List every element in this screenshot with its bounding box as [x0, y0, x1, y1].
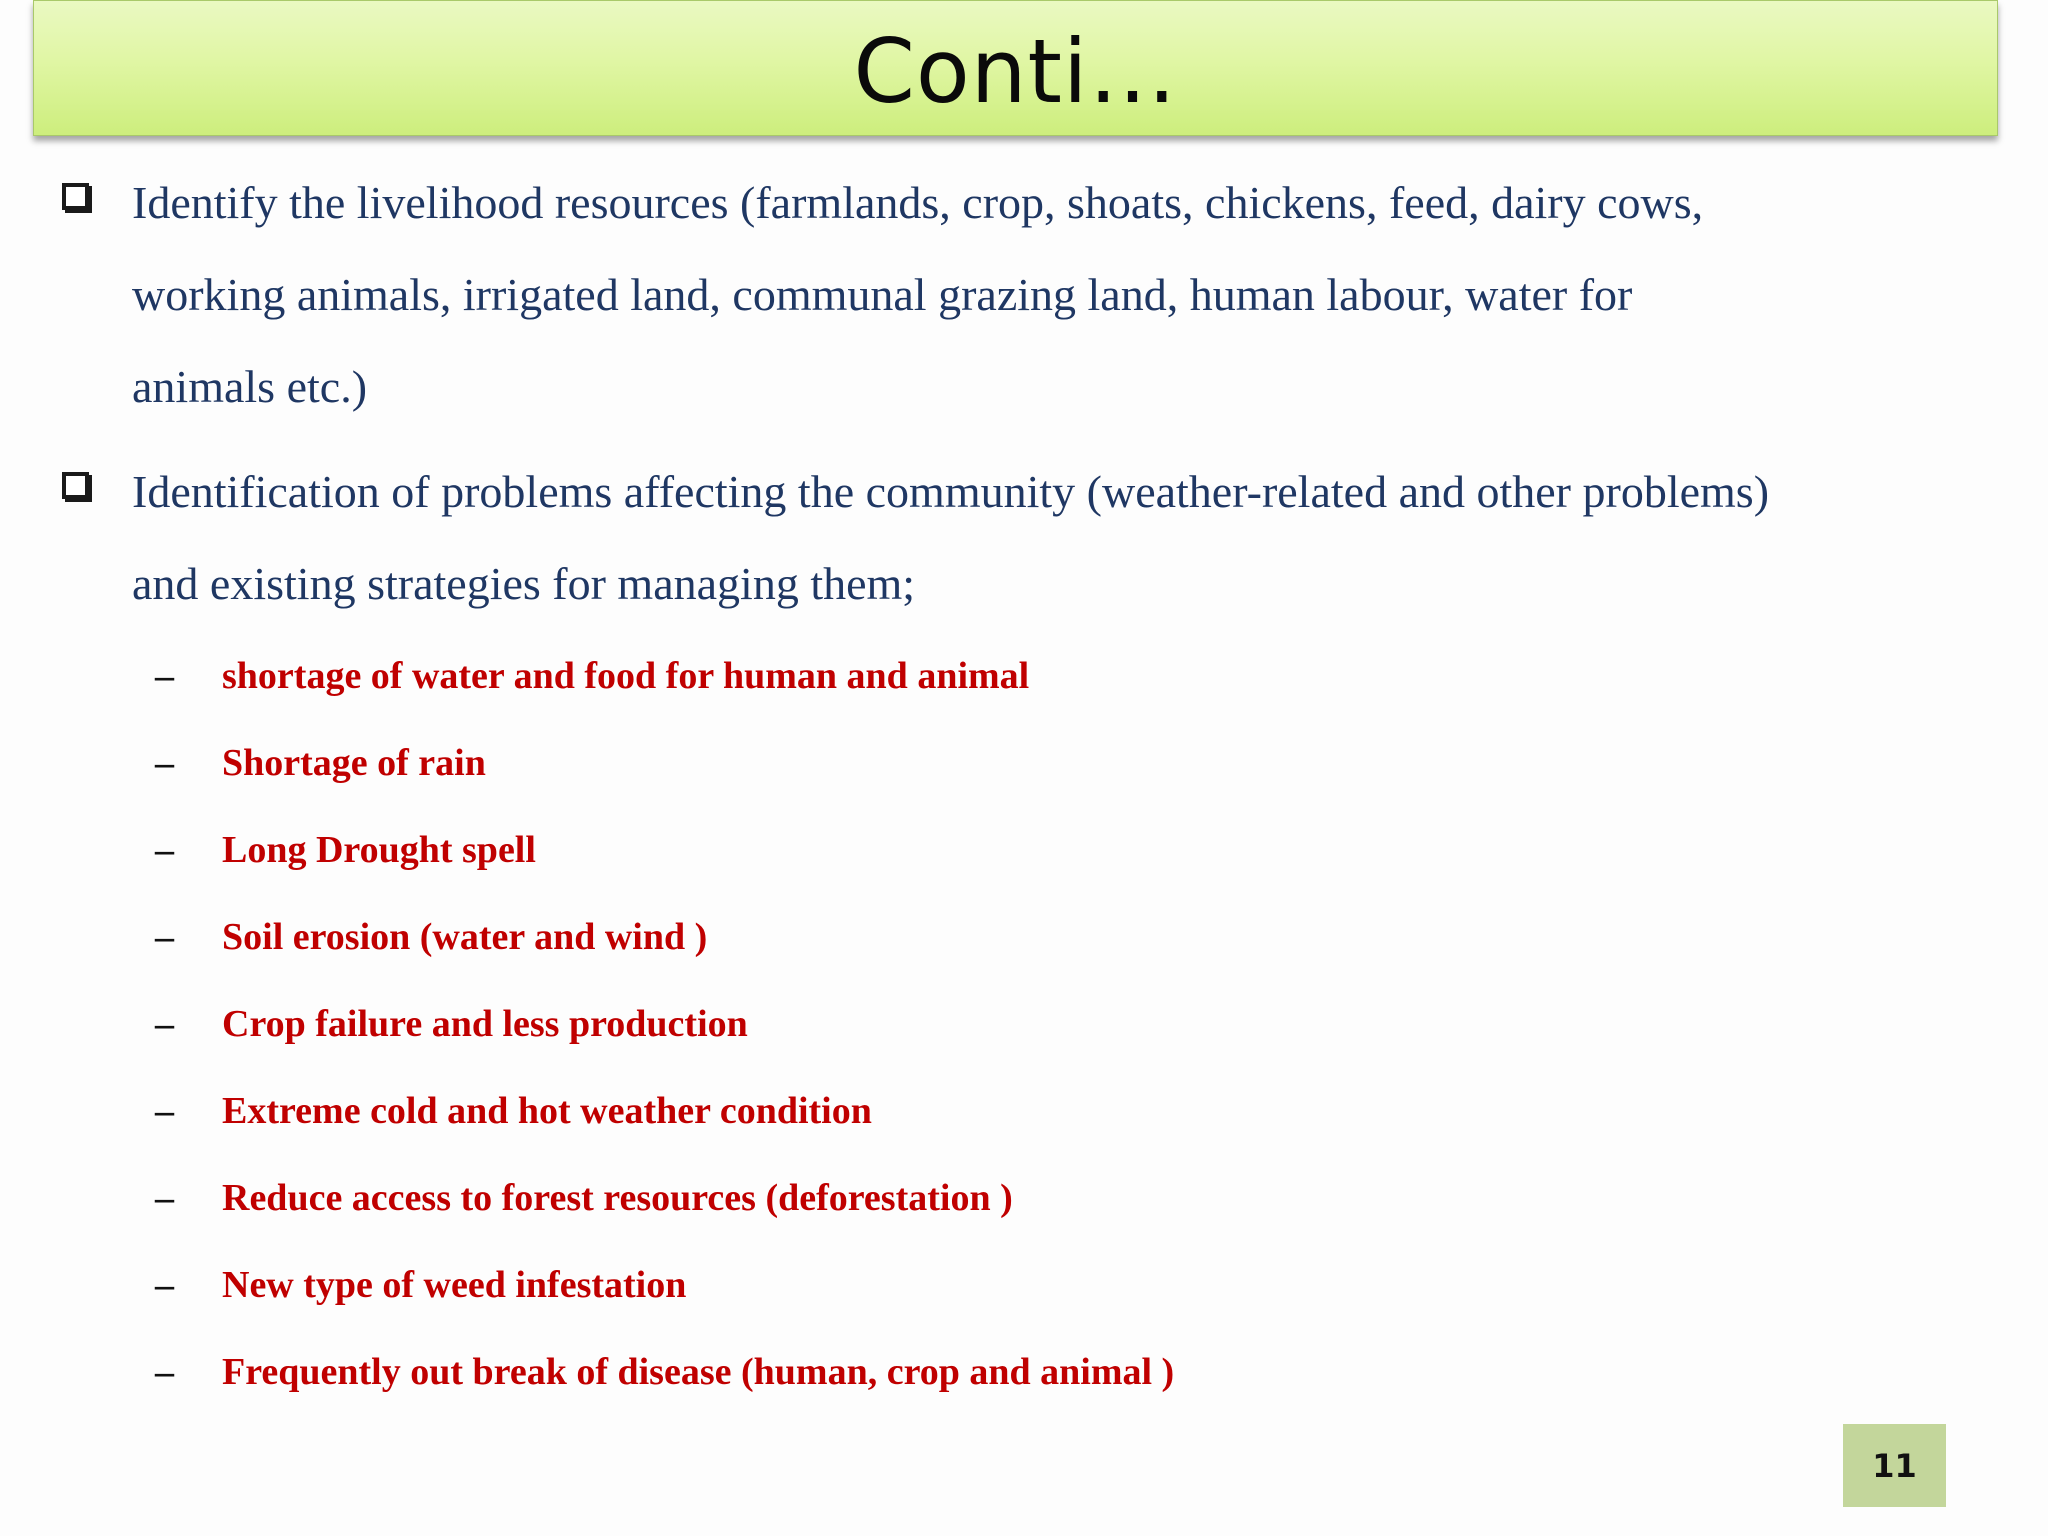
- bullet-1-line-2: working animals, irrigated land, communal grazing land, human labour, water for: [132, 269, 1633, 320]
- sub-item-text: Extreme cold and hot weather condition: [222, 1090, 872, 1132]
- dash-bullet-icon: –: [155, 655, 174, 697]
- sub-item: [0, 1353, 2048, 1403]
- dash-bullet-icon: –: [155, 1177, 174, 1219]
- sub-item: [0, 1005, 2048, 1055]
- dash-bullet-icon: –: [155, 829, 174, 871]
- dash-bullet-icon: –: [155, 916, 174, 958]
- bullet-1-line-3: animals etc.): [132, 361, 368, 412]
- dash-bullet-icon: –: [155, 1264, 174, 1306]
- sub-item-text: shortage of water and food for human and animal: [222, 655, 1030, 697]
- sub-item: [0, 744, 2048, 794]
- bullet-1-line-1: Identify the livelihood resources (farmlands, crop, shoats, chickens, feed, dairy cows,: [132, 177, 1704, 228]
- sub-item: [0, 1092, 2048, 1142]
- sub-item: [0, 831, 2048, 881]
- slide-title: Conti…: [853, 20, 1178, 123]
- sub-item-text: Frequently out break of disease (human, crop and animal ): [222, 1351, 1175, 1393]
- sub-item: [0, 657, 2048, 707]
- bullet-2-line-2: and existing strategies for managing them;: [132, 558, 916, 609]
- sub-item: [0, 1266, 2048, 1316]
- title-bar: [33, 0, 1998, 136]
- sub-item-text: Shortage of rain: [222, 742, 486, 784]
- checkbox-bullet-icon: [62, 183, 89, 210]
- sub-item-text: Reduce access to forest resources (deforestation ): [222, 1177, 1013, 1219]
- sub-item-text: New type of weed infestation: [222, 1264, 687, 1306]
- page-number-badge: [1843, 1424, 1946, 1507]
- dash-bullet-icon: –: [155, 742, 174, 784]
- sub-item-text: Crop failure and less production: [222, 1003, 748, 1045]
- dash-bullet-icon: –: [155, 1003, 174, 1045]
- dash-bullet-icon: –: [155, 1090, 174, 1132]
- sub-item: [0, 1179, 2048, 1229]
- sub-item-text: Soil erosion (water and wind ): [222, 916, 708, 958]
- checkbox-bullet-icon: [62, 472, 89, 499]
- dash-bullet-icon: –: [155, 1351, 174, 1393]
- sub-item-text: Long Drought spell: [222, 829, 536, 871]
- bullet-2-line-1: Identification of problems affecting the community (weather-related and other problems): [132, 466, 1770, 517]
- page-number: 11: [1872, 1446, 1917, 1485]
- sub-item: [0, 918, 2048, 968]
